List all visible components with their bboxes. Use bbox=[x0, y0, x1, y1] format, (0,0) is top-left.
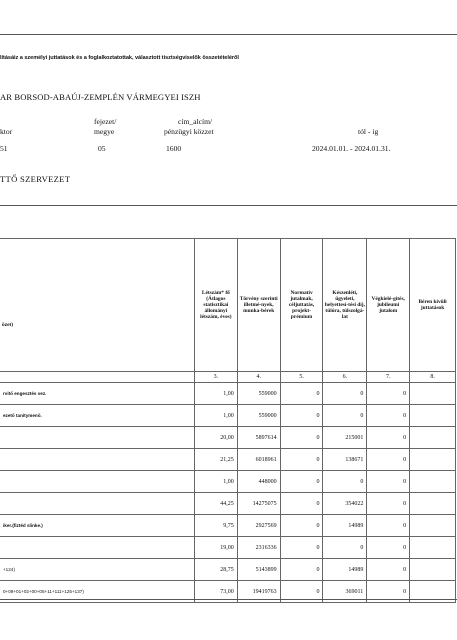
cell-value: 0 bbox=[367, 405, 410, 427]
cell-value: 1,00 bbox=[194, 471, 237, 493]
row-label bbox=[0, 537, 194, 559]
column-header: Béren kívüli juttatások bbox=[410, 239, 456, 372]
meta-value-county: 05 bbox=[98, 144, 106, 153]
row-label bbox=[0, 427, 194, 449]
cell-value: 0 bbox=[323, 405, 367, 427]
cell-value: 14989 bbox=[323, 515, 367, 537]
cell-value bbox=[410, 405, 456, 427]
cell-value: 1,00 bbox=[194, 405, 237, 427]
cell-value bbox=[410, 493, 456, 515]
column-header: Normatív jutalmak, céljuttatás, projekt-prémium bbox=[280, 239, 323, 372]
cell-value: 0 bbox=[367, 559, 410, 581]
column-header: Törvény szerinti illetmé-nyek, munka-bérek bbox=[237, 239, 280, 372]
meta-label-sector: ktor bbox=[0, 127, 13, 136]
meta-label-period: tól - ig bbox=[358, 127, 379, 136]
meta-label-unit-1: cím_alcím/ bbox=[178, 117, 213, 126]
meta-value-period: 2024.01.01. - 2024.01.31. bbox=[312, 144, 391, 153]
cell-value: 5143899 bbox=[237, 559, 280, 581]
cell-value: 6018961 bbox=[237, 449, 280, 471]
cell-value: 369011 bbox=[323, 581, 367, 603]
cell-value: 2316336 bbox=[237, 537, 280, 559]
cell-value: 0 bbox=[280, 405, 323, 427]
cell-value: 20,00 bbox=[194, 427, 237, 449]
column-header: Készenléti, ügyeleti, helyettesí-tési díj, túlóra, túlszolgá-lat bbox=[323, 239, 367, 372]
cell-value: 0 bbox=[280, 471, 323, 493]
table-row bbox=[0, 427, 456, 449]
column-number: 6. bbox=[323, 372, 367, 383]
meta-label-county-2: megye bbox=[94, 127, 115, 136]
cell-value: 0 bbox=[367, 537, 410, 559]
cell-value: 28,75 bbox=[194, 559, 237, 581]
cell-value: 0 bbox=[367, 493, 410, 515]
cell-value: 0 bbox=[280, 581, 323, 603]
cell-value: 354022 bbox=[323, 493, 367, 515]
cell-value bbox=[410, 427, 456, 449]
column-number: 8. bbox=[410, 372, 456, 383]
cell-value: 0 bbox=[280, 449, 323, 471]
table-row bbox=[0, 471, 456, 493]
cell-value: 14275075 bbox=[237, 493, 280, 515]
cell-value: 0 bbox=[367, 515, 410, 537]
divider bbox=[0, 34, 457, 35]
cell-value: 0 bbox=[367, 471, 410, 493]
table-row bbox=[0, 449, 456, 471]
cell-value: 73,00 bbox=[194, 581, 237, 603]
meta-value-unit: 1600 bbox=[166, 144, 182, 153]
table-row bbox=[0, 559, 456, 581]
cell-value: 138671 bbox=[323, 449, 367, 471]
column-number: 7. bbox=[367, 372, 410, 383]
cell-value: 0 bbox=[280, 383, 323, 405]
row-label: +124) bbox=[0, 559, 194, 581]
cell-value: 0 bbox=[367, 383, 410, 405]
cell-value: 19419763 bbox=[237, 581, 280, 603]
column-number: 5. bbox=[280, 372, 323, 383]
table-row bbox=[0, 405, 456, 427]
row-label: iker.(fiztéd slinke.) bbox=[0, 515, 194, 537]
cell-value: 1,00 bbox=[194, 383, 237, 405]
cell-value: 0 bbox=[323, 537, 367, 559]
row-label: 0+09+01+02+00+05+11+111+125+137) bbox=[0, 581, 194, 603]
cell-value: 21,25 bbox=[194, 449, 237, 471]
cell-value: 0 bbox=[367, 449, 410, 471]
cell-value: 559000 bbox=[237, 405, 280, 427]
column-header: Létszám* fő (Átlagos statisztikai állományi létszám, éves) bbox=[194, 239, 237, 372]
row-label: ezető tanítymenő. bbox=[0, 405, 194, 427]
cell-value: 215001 bbox=[323, 427, 367, 449]
cell-value: 448000 bbox=[237, 471, 280, 493]
table-row bbox=[0, 493, 456, 515]
column-number bbox=[0, 372, 194, 383]
meta-label-unit-2: pénzügyi közzet bbox=[164, 127, 214, 136]
divider bbox=[0, 599, 457, 600]
cell-value: 44,25 bbox=[194, 493, 237, 515]
section-title: TTŐ SZERVEZET bbox=[0, 174, 71, 184]
table-row bbox=[0, 537, 456, 559]
cell-value: 14989 bbox=[323, 559, 367, 581]
cell-value: 0 bbox=[323, 471, 367, 493]
cell-value: 559000 bbox=[237, 383, 280, 405]
divider bbox=[0, 205, 457, 206]
cell-value: 19,00 bbox=[194, 537, 237, 559]
table-row bbox=[0, 515, 456, 537]
personnel-table bbox=[0, 238, 456, 603]
cell-value bbox=[410, 471, 456, 493]
row-label bbox=[0, 449, 194, 471]
meta-label-county-1: fejezet/ bbox=[94, 117, 117, 126]
row-label: rvitő engesztés vez. bbox=[0, 383, 194, 405]
table-header-row bbox=[0, 239, 456, 372]
cell-value: 0 bbox=[367, 427, 410, 449]
row-label bbox=[0, 471, 194, 493]
report-title: lításáiz a személyi juttatások és a foglalkoztatottak, választott tisztségviselők összetételéről bbox=[0, 55, 239, 61]
cell-value: 0 bbox=[323, 383, 367, 405]
cell-value bbox=[410, 515, 456, 537]
table-row bbox=[0, 383, 456, 405]
organization-name: AR BORSOD-ABAÚJ-ZEMPLÉN VÁRMEGYEI ISZH bbox=[0, 92, 201, 102]
cell-value bbox=[410, 537, 456, 559]
cell-value bbox=[410, 559, 456, 581]
cell-value: 0 bbox=[280, 493, 323, 515]
cell-value: 0 bbox=[280, 515, 323, 537]
column-number: 4. bbox=[237, 372, 280, 383]
cell-value bbox=[410, 449, 456, 471]
cell-value: 0 bbox=[367, 581, 410, 603]
cell-value: 0 bbox=[280, 559, 323, 581]
cell-value: 0 bbox=[280, 537, 323, 559]
cell-value: 2927569 bbox=[237, 515, 280, 537]
cell-value: 5897614 bbox=[237, 427, 280, 449]
column-header: Végkielé-gítés, jubileumi jutalom bbox=[367, 239, 410, 372]
column-header: özet) bbox=[0, 239, 194, 372]
meta-value-sector: 51 bbox=[0, 144, 8, 153]
column-number: 3. bbox=[194, 372, 237, 383]
cell-value: 9,75 bbox=[194, 515, 237, 537]
column-number-row bbox=[0, 372, 456, 383]
cell-value bbox=[410, 383, 456, 405]
cell-value: 0 bbox=[280, 427, 323, 449]
row-label bbox=[0, 493, 194, 515]
